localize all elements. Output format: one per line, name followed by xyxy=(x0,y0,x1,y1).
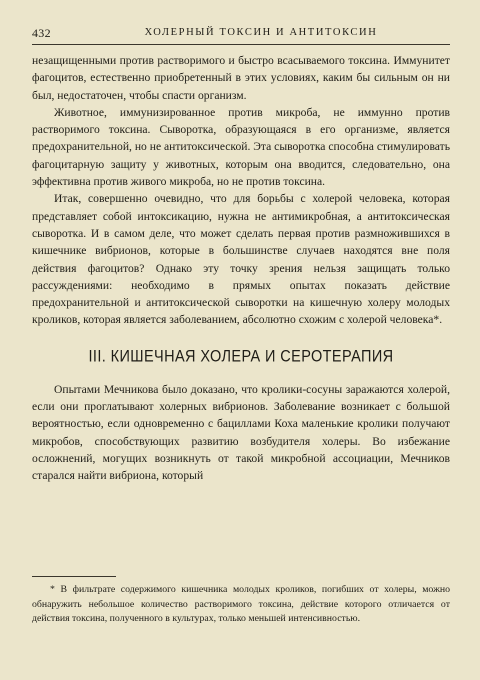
section-heading: III. КИШЕЧНАЯ ХОЛЕРА И СЕРОТЕРАПИЯ xyxy=(88,347,394,366)
page-number: 432 xyxy=(32,26,51,40)
paragraph-2: Животное, иммунизированное против микроба, не иммунно против растворимого токсина. Сыворотка, образующаяся в его организме, является предохранительной, но не антитоксической. Эта сыворотка способна стимулировать фагоцитарную защиту у животных, которым она вводится, следовательно, она эффективна против живого микроба, но не против токсина. xyxy=(32,105,450,189)
page-body xyxy=(32,52,450,485)
page-header xyxy=(32,26,450,44)
header-rule xyxy=(32,44,450,45)
running-title: ХОЛЕРНЫЙ ТОКСИН И АНТИТОКСИН xyxy=(144,27,378,38)
footnote: * В фильтрате содержимого кишечника молодых кроликов, погибших от холеры, можно обнаружить небольшое количество растворимого токсина, действие которого отличается от действия токсина, полученного в культурах, только меньшей интенсивностью. xyxy=(32,584,450,625)
paragraph-4: Опытами Мечникова было доказано, что кролики-сосуны заражаются холерой, если они проглатывают холерных вибрионов. Заболевание возникает с большой вероятностью, если одновременно с бациллами Коха маленькие кролики получают микробов, способствующих развитию возбудителя холеры. Во избежание осложнений, могущих возникнуть от такой микробной ассоциации, Мечников старался найти вибриона, который xyxy=(32,382,450,483)
footnote-rule xyxy=(32,576,116,577)
paragraph-3: Итак, совершенно очевидно, что для борьбы с холерой человека, которая представляет собой интоксикацию, нужна не антимикробная, а антитоксическая сыворотка. И в самом деле, что может сделать первая против размножившихся в кишечнике вибрионов, которые в большинстве случаев находятся вне поля действия фагоцитов? Однако эту точку зрения нельзя защищать только рассуждениями: необходимо в прямых опытах показать действие предохранительной и антитоксической сыворотки на кишечную холеру молодых кроликов, которая является заболеванием, абсолютно схожим с холерой человека*. xyxy=(32,192,450,327)
paragraph-1: незащищенными против растворимого и быстро всасываемого токсина. Иммунитет фагоцитов, естественно приобретенный в этих условиях, каким бы сильным он ни был, недостаточен, чтобы спасти организм. xyxy=(32,54,450,102)
